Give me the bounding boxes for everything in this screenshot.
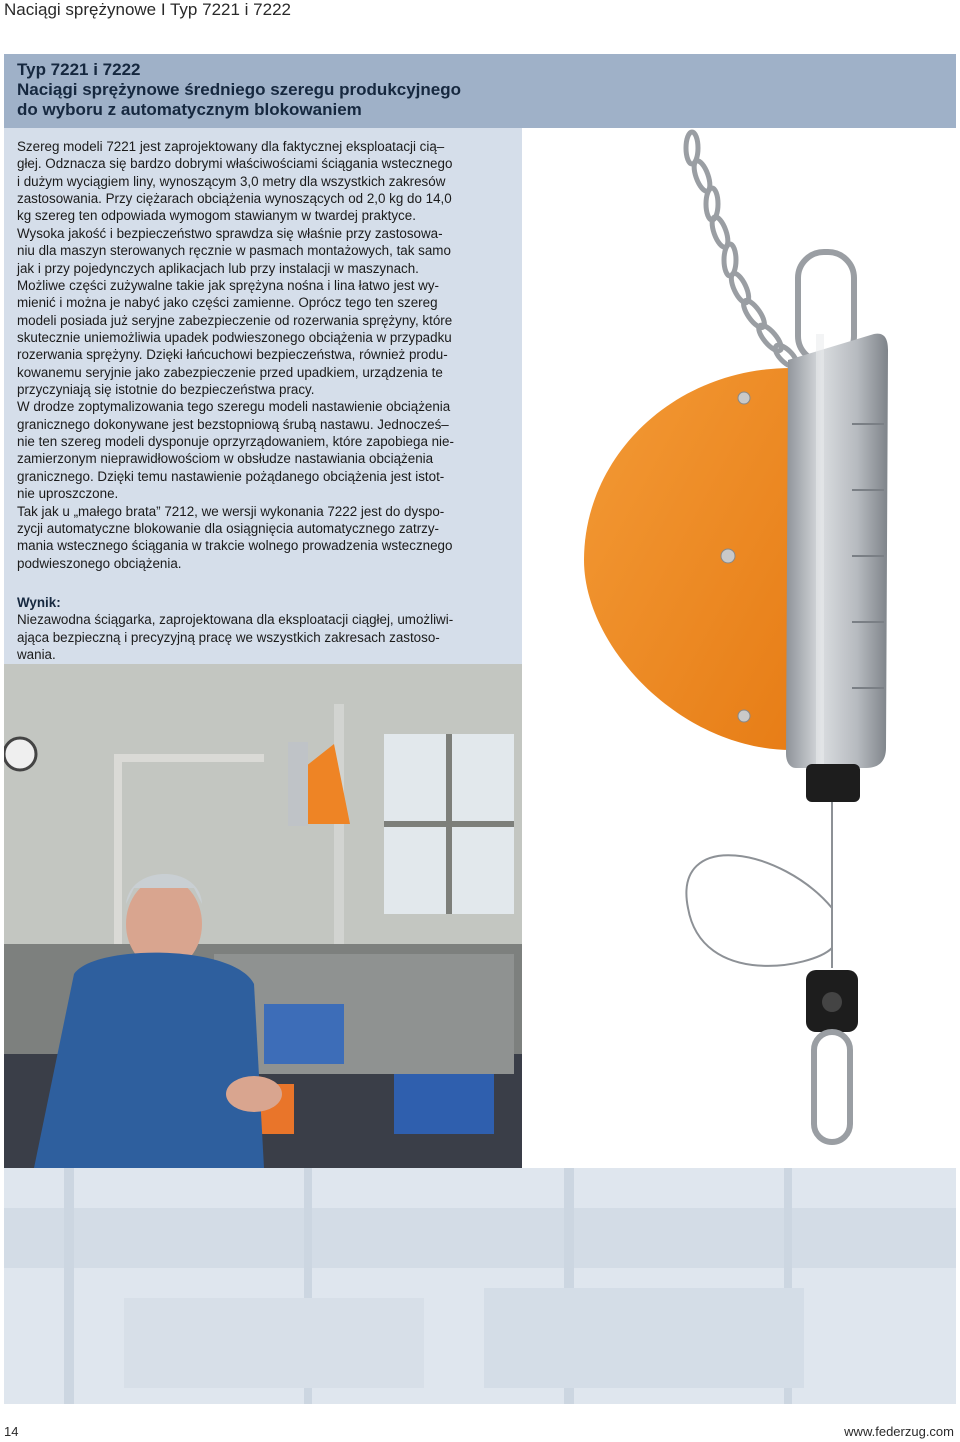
description-line: jak i przy pojedynczych aplikacjach lub przy instalacji w maszynach.	[17, 260, 419, 276]
description-line: niu dla maszyn sterowanych ręcznie w pasmach montażowych, tak samo	[17, 243, 451, 259]
orange-housing	[584, 368, 792, 750]
title-line-model: Typ 7221 i 7222	[17, 60, 141, 79]
chain	[686, 132, 800, 370]
description-line: granicznego. Dzięki temu nastawienie pożądanego obciążenia jest istot-	[17, 468, 445, 484]
description-line: przyczyniają się istotnie do bezpieczeństwa pracy.	[17, 382, 315, 398]
description-line: Możliwe części zużywalne takie jak sprężyna nośna i lina łatwo jest wy-	[17, 277, 439, 293]
description-line: rozerwania sprężyny. Dzięki łańcuchowi bezpieczeństwa, również produ-	[17, 347, 448, 363]
description-line: skutecznie uniemożliwia upadek podwieszonego obciążenia w przypadku	[17, 329, 452, 345]
description-line: zycji automatyczne blokowanie dla osiągnięcia automatycznego zatrzy-	[17, 520, 440, 536]
title-band	[4, 54, 956, 128]
description-panel	[4, 128, 522, 664]
background-photo	[4, 1168, 956, 1404]
description-line: granicznego dokonywane jest bezstopniową śrubą nastawu. Jednocześ–	[17, 416, 449, 432]
workshop-scene	[4, 664, 522, 1168]
description-line: Szereg modeli 7221 jest zaprojektowany dla faktycznej eksploatacji cią–	[17, 139, 445, 154]
description-line: zamierzonym nieprawidłowościom w obsłudze nastawiania obciążenia	[17, 451, 434, 467]
description-line: kg szereg ten odpowiada wymogom stawianym w twardej praktyce.	[17, 208, 416, 224]
description-line: modeli posiada już seryjne zabezpieczenie od rozerwania sprężyny, które	[17, 312, 453, 328]
workshop-photo	[4, 664, 522, 1168]
page-header-title: Naciągi sprężynowe I Typ 7221 i 7222	[4, 0, 291, 19]
description-line: kowanemu seryjnie jako zabezpieczenie przed upadkiem, urządzenia te	[17, 364, 443, 380]
result-line: wania.	[17, 647, 56, 663]
result-block	[17, 594, 515, 663]
description-line: W drodze zoptymalizowania tego szeregu modeli nastawienie obciążenia	[17, 399, 451, 415]
description-line: mania wstecznego ściągania w trakcie wolnego prowadzenia wstecznego	[17, 538, 453, 554]
title-line-feature: do wyboru z automatycznym blokowaniem	[17, 100, 362, 119]
aluminium-body	[786, 334, 888, 768]
description-line: podwieszonego obciążenia.	[17, 555, 182, 571]
result-line: ająca bezpieczną i precyzyjną pracę we wszystkich zakresach zastoso-	[17, 629, 440, 645]
description-line: mienić i można je nabyć jako części zamienne. Oprócz tego ten szereg	[17, 295, 438, 311]
description-text	[17, 138, 515, 572]
wire-rope	[686, 802, 832, 968]
title-line-product: Naciągi sprężynowe średniego szeregu produkcyjnego	[17, 80, 462, 99]
result-line: Niezawodna ściągarka, zaprojektowana dla eksploatacji ciągłej, umożliwi-	[17, 612, 454, 628]
faded-factory-scene	[4, 1168, 956, 1404]
load-hook	[806, 970, 858, 1142]
description-line: zastosowania. Przy ciężarach obciążenia wynoszących od 2,0 kg do 14,0	[17, 191, 452, 207]
description-line: głej. Odznacza się bardzo dobrymi właściwościami ściągania wstecznego	[17, 156, 453, 172]
description-line: i dużym wyciągiem liny, wynoszącym 3,0 metry dla wszystkich zakresów	[17, 173, 446, 189]
description-line: Tak jak u „małego brata” 7212, we wersji wykonania 7222 jest do dyspo-	[17, 503, 445, 519]
spring-balancer-illustration	[522, 128, 956, 1168]
spring-balancer-image	[522, 128, 956, 1168]
website-link[interactable]: www.federzug.com	[844, 1424, 954, 1439]
result-label: Wynik:	[17, 595, 61, 610]
description-line: nie ten szereg modeli dysponuje oprzyrządowaniem, które zapobiega nie-	[17, 434, 454, 450]
description-line: nie uproszczone.	[17, 486, 119, 502]
page-number: 14	[4, 1424, 19, 1439]
description-line: Wysoka jakość i bezpieczeństwo sprawdza się właśnie przy zastosowa-	[17, 225, 443, 241]
rope-outlet	[806, 764, 860, 802]
